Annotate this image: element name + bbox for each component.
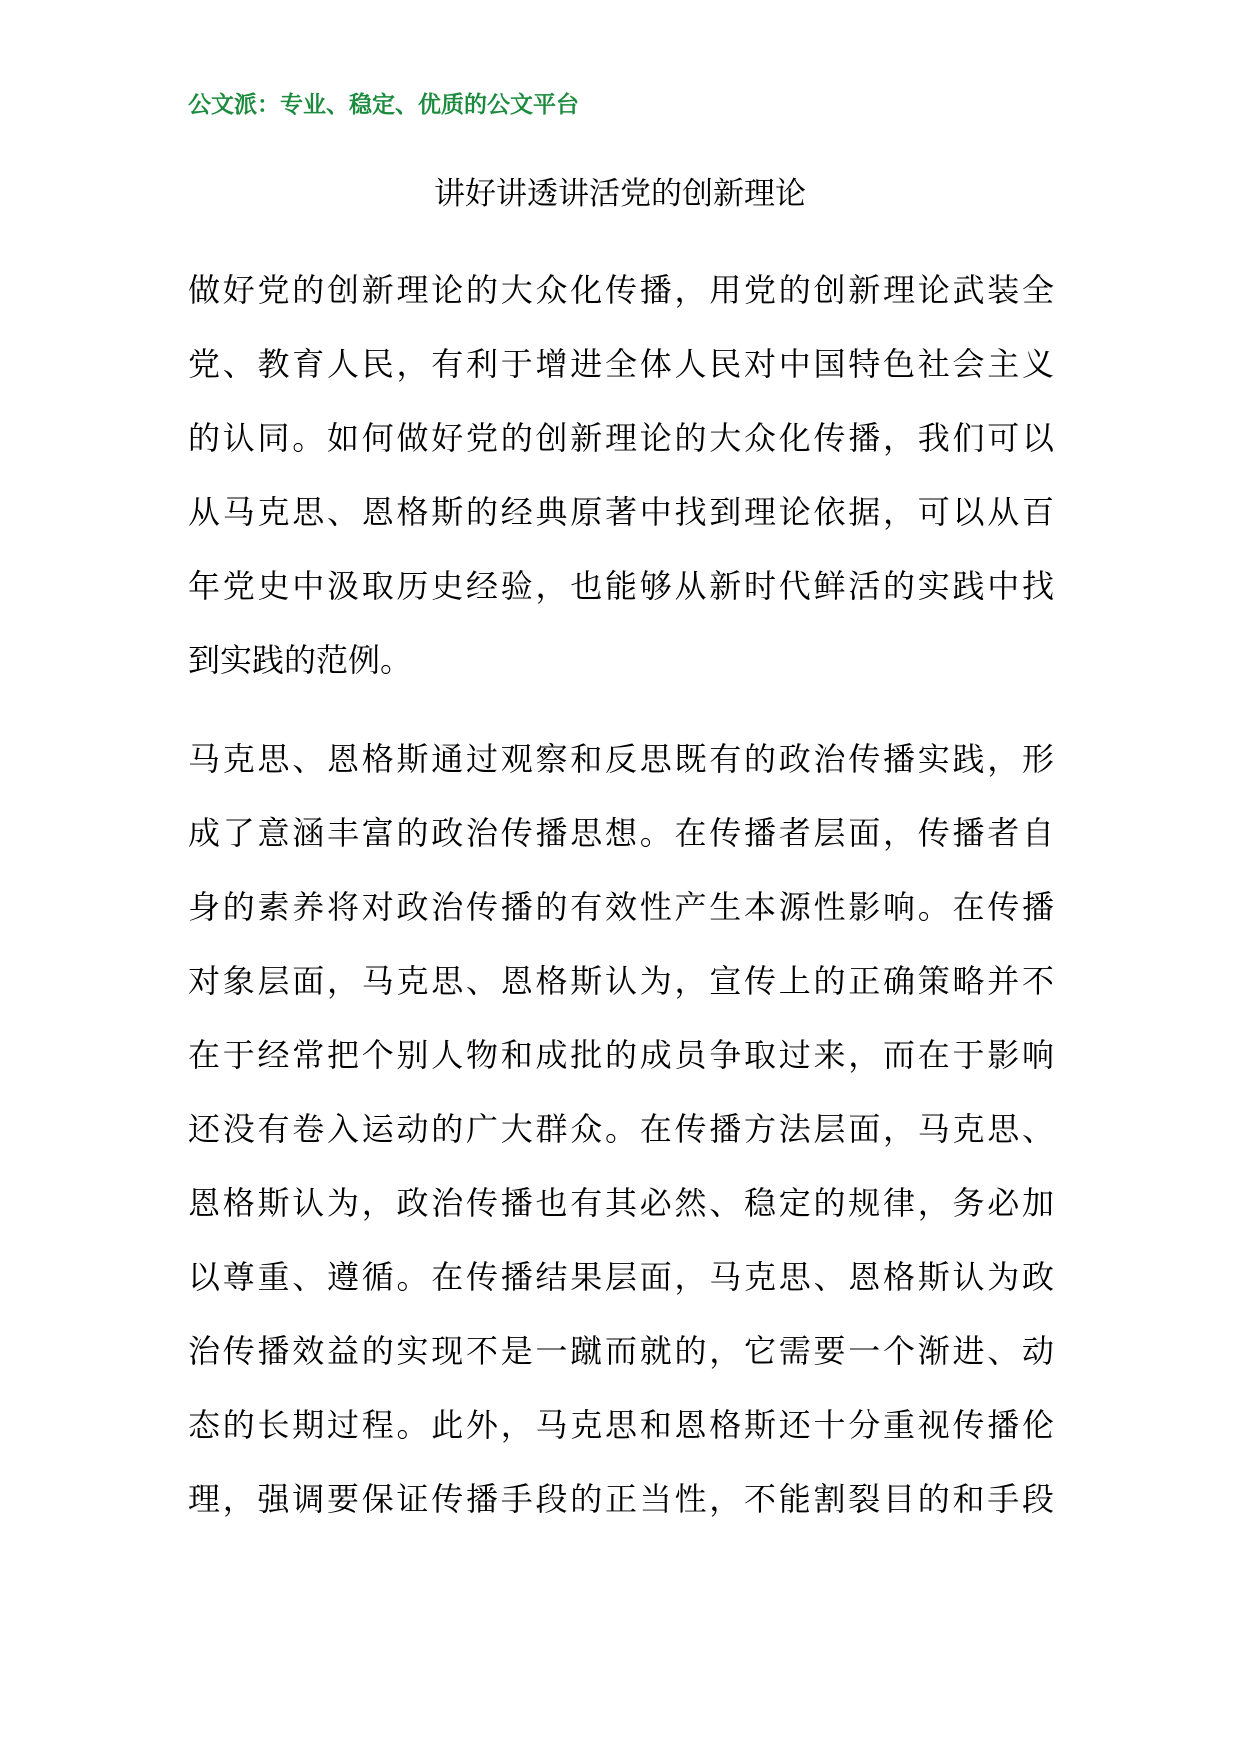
text-line: 恩格斯认为，政治传播也有其必然、稳定的规律，务必加 — [188, 1184, 1054, 1222]
site-header-text: 公文派：专业、稳定、优质的公文平台 — [188, 92, 579, 118]
text-line: 成了意涵丰富的政治传播思想。在传播者层面，传播者自 — [188, 814, 1054, 852]
text-line: 到实践的范例。 — [188, 641, 413, 679]
text-line: 马克思、恩格斯通过观察和反思既有的政治传播实践，形 — [188, 740, 1054, 778]
text-line: 党、教育人民，有利于增进全体人民对中国特色社会主义 — [188, 345, 1054, 383]
text-line: 以尊重、遵循。在传播结果层面，马克思、恩格斯认为政 — [188, 1258, 1054, 1296]
text-line: 从马克思、恩格斯的经典原著中找到理论依据，可以从百 — [188, 493, 1054, 531]
text-line: 身的素养将对政治传播的有效性产生本源性影响。在传播 — [188, 888, 1054, 926]
text-line: 治传播效益的实现不是一蹴而就的，它需要一个渐进、动 — [188, 1332, 1054, 1370]
text-line: 对象层面，马克思、恩格斯认为，宣传上的正确策略并不 — [188, 962, 1054, 1000]
text-line: 还没有卷入运动的广大群众。在传播方法层面，马克思、 — [188, 1110, 1054, 1148]
text-line: 的认同。如何做好党的创新理论的大众化传播，我们可以 — [188, 419, 1054, 457]
text-line: 理，强调要保证传播手段的正当性，不能割裂目的和手段 — [188, 1480, 1054, 1518]
paragraph-2 — [188, 722, 1054, 1536]
text-line: 做好党的创新理论的大众化传播，用党的创新理论武装全 — [188, 271, 1054, 309]
paragraph-1 — [188, 253, 1054, 697]
text-line: 在于经常把个别人物和成批的成员争取过来，而在于影响 — [188, 1036, 1054, 1074]
text-line: 年党史中汲取历史经验，也能够从新时代鲜活的实践中找 — [188, 567, 1054, 605]
page-title: 讲好讲透讲活党的创新理论 — [434, 176, 806, 212]
text-line: 态的长期过程。此外，马克思和恩格斯还十分重视传播伦 — [188, 1406, 1054, 1444]
